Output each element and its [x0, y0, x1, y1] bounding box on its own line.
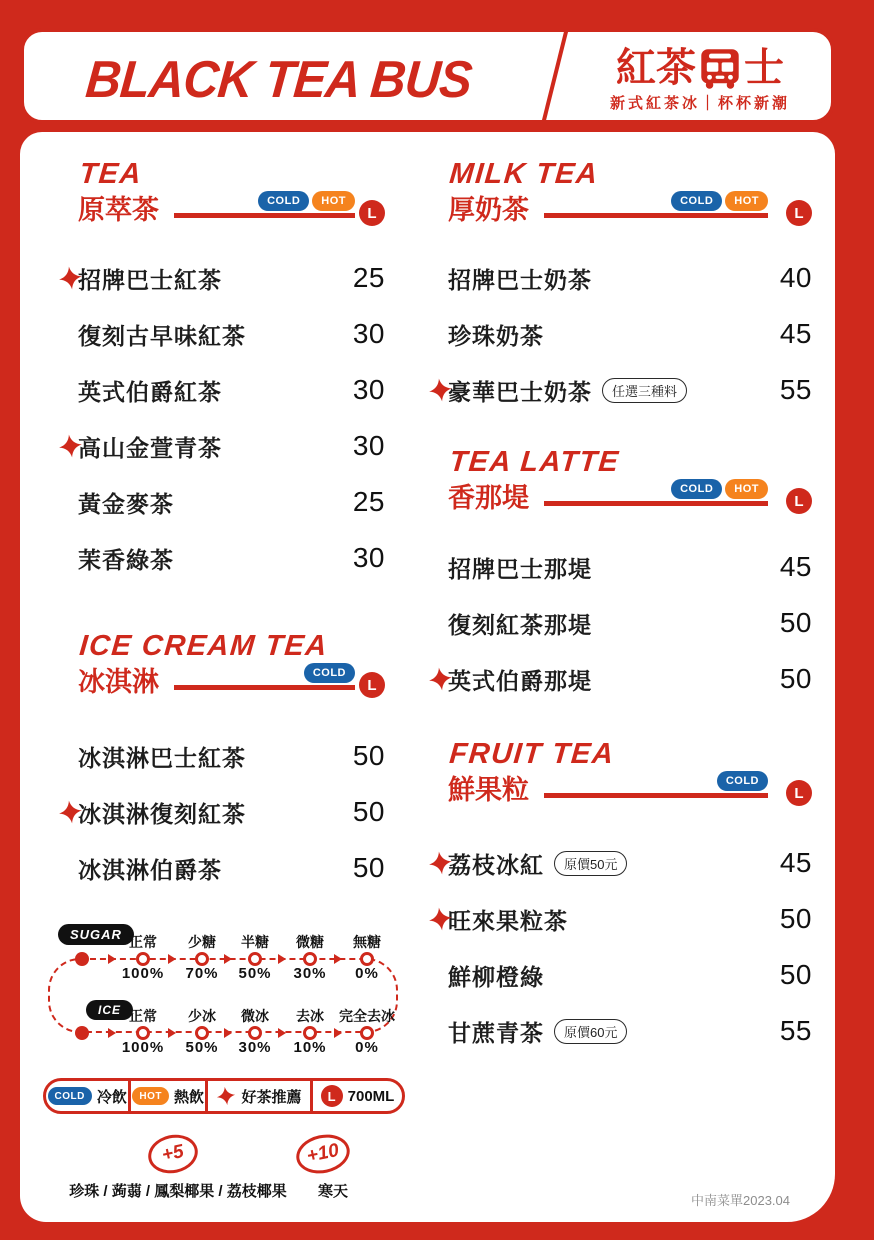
section-tea-latte [448, 446, 812, 707]
menu-item [448, 1003, 812, 1059]
arrow-icon [108, 954, 116, 964]
sugar-option-label: 正常 [129, 934, 157, 950]
ice-tag: ICE [86, 1000, 133, 1020]
menu-item [78, 250, 385, 306]
item-price: 50 [352, 796, 385, 827]
addon-label: 珍珠 / 蒟蒻 / 鳳梨椰果 / 荔枝椰果 [69, 1183, 287, 1200]
header-slash-divider [538, 28, 570, 124]
recommend-star-icon [426, 376, 454, 404]
item-name: 鮮柳橙綠 [448, 963, 544, 990]
sugar-option-label: 無糖 [353, 934, 381, 950]
section-title-zh: 香那堤 [448, 483, 529, 513]
ice-start-dot [75, 1026, 89, 1040]
section-fruit-tea [448, 738, 812, 1059]
item-name: 甘蔗青茶 [448, 1019, 544, 1046]
ice-stop [360, 1026, 374, 1040]
item-list [448, 835, 812, 1059]
item-name: 英式伯爵紅茶 [78, 378, 222, 405]
hot-badge: HOT [312, 191, 355, 211]
arrow-icon [224, 1028, 232, 1038]
logo-chinese-block [580, 40, 820, 120]
sugar-option-label: 微糖 [296, 934, 324, 950]
addon-price-badge: +10 [293, 1130, 354, 1178]
item-name: 招牌巴士那堤 [448, 555, 592, 582]
item-list [448, 539, 812, 707]
section-title-en: FRUIT TEA [448, 738, 616, 770]
menu-body [20, 132, 835, 1222]
temperature-badges [717, 771, 768, 791]
size-badge: L [359, 200, 385, 226]
menu-item [448, 595, 812, 651]
cold-badge: COLD [48, 1087, 92, 1105]
section-title-zh: 厚奶茶 [448, 195, 529, 225]
item-price: 40 [779, 262, 812, 293]
sugar-start-dot [75, 952, 89, 966]
legend-hot [131, 1081, 208, 1111]
ice-option-pct: 0% [355, 1039, 379, 1056]
arrow-icon [278, 1028, 286, 1038]
item-price: 30 [352, 430, 385, 461]
item-price: 50 [352, 852, 385, 883]
menu-item [78, 784, 385, 840]
item-name: 英式伯爵那堤 [448, 667, 592, 694]
temperature-badges [304, 663, 355, 683]
sugar-ice-selector [46, 920, 404, 1060]
item-name: 復刻紅茶那堤 [448, 611, 592, 638]
item-price: 30 [352, 374, 385, 405]
sugar-option-pct: 50% [238, 965, 272, 982]
cold-badge: COLD [717, 771, 768, 791]
arrow-icon [224, 954, 232, 964]
menu-item [448, 539, 812, 595]
underline-rule [174, 213, 355, 218]
sugar-stop [136, 952, 150, 966]
item-name: 冰淇淋巴士紅茶 [78, 744, 246, 771]
arrow-icon [334, 954, 342, 964]
bus-icon [698, 47, 742, 89]
menu-item [448, 362, 812, 418]
recommend-star-icon [426, 665, 454, 693]
section-header-row [448, 192, 812, 230]
menu-item [78, 530, 385, 586]
item-price: 50 [779, 607, 812, 638]
item-name: 旺來果粒茶 [448, 907, 568, 934]
legend-size-label: 700ML [347, 1087, 395, 1105]
menu-item [78, 362, 385, 418]
ice-option-pct: 30% [238, 1039, 272, 1056]
item-price: 45 [779, 847, 812, 878]
section-title-zh: 原萃茶 [78, 195, 159, 225]
ice-option-pct: 50% [185, 1039, 219, 1056]
arrow-icon [168, 1028, 176, 1038]
sugar-option-label: 半糖 [241, 934, 269, 950]
temperature-badges [671, 479, 768, 499]
size-badge: L [786, 200, 812, 226]
menu-item [448, 835, 812, 891]
recommend-star-icon [56, 432, 84, 460]
logo-zh-prefix: 紅茶 [616, 46, 696, 90]
recommend-star-icon [215, 1085, 238, 1108]
ice-stop [136, 1026, 150, 1040]
cold-badge: COLD [304, 663, 355, 683]
arrow-icon [108, 1028, 116, 1038]
section-title-en: ICE CREAM TEA [78, 630, 330, 662]
sugar-tag: SUGAR [58, 924, 134, 945]
recommend-star-icon [426, 849, 454, 877]
section-header-row [448, 480, 812, 518]
cold-badge: COLD [671, 479, 722, 499]
item-name: 復刻古早味紅茶 [78, 322, 246, 349]
ice-option-pct: 100% [121, 1039, 165, 1056]
temperature-badges [258, 191, 355, 211]
legend-cold [46, 1081, 131, 1111]
logo-zh-suffix: 士 [744, 46, 784, 90]
sugar-option-label: 少糖 [188, 934, 216, 950]
logo-english: BLACK TEA BUS [83, 51, 474, 109]
item-price: 50 [779, 959, 812, 990]
item-name: 招牌巴士奶茶 [448, 266, 592, 293]
legend-recommend [208, 1081, 313, 1111]
ice-option-label: 正常 [129, 1008, 157, 1024]
item-price: 50 [352, 740, 385, 771]
ice-stop [248, 1026, 262, 1040]
item-note: 原價50元 [554, 851, 627, 876]
recommend-star-icon [426, 905, 454, 933]
item-name: 豪華巴士奶茶 [448, 378, 592, 405]
hot-badge: HOT [725, 191, 768, 211]
item-name: 黃金麥茶 [78, 490, 174, 517]
sugar-option-pct: 30% [293, 965, 327, 982]
hot-badge: HOT [132, 1087, 169, 1105]
underline-rule [544, 501, 768, 506]
sugar-stop [303, 952, 317, 966]
underline-rule [544, 213, 768, 218]
item-price: 45 [779, 318, 812, 349]
item-note: 原價60元 [554, 1019, 627, 1044]
section-milk-tea [448, 158, 812, 418]
menu-item [78, 840, 385, 896]
recommend-star-icon [56, 264, 84, 292]
ice-stop [303, 1026, 317, 1040]
temperature-badges [671, 191, 768, 211]
legend-cold-label: 冷飲 [96, 1088, 127, 1106]
tagline: 新式紅茶冰｜杯杯新潮 [609, 95, 790, 112]
item-price: 25 [352, 262, 385, 293]
section-title-en: TEA LATTE [448, 446, 621, 478]
cold-badge: COLD [671, 191, 722, 211]
item-list [78, 728, 385, 896]
size-badge: L [359, 672, 385, 698]
sugar-option-pct: 100% [121, 965, 165, 982]
arrow-icon [334, 1028, 342, 1038]
addon-price-badge: +5 [145, 1130, 202, 1178]
menu-item [448, 891, 812, 947]
legend-size [313, 1081, 402, 1111]
ice-option-label: 去冰 [296, 1008, 324, 1024]
size-badge: L [786, 488, 812, 514]
menu-item [78, 728, 385, 784]
logo-chinese [616, 47, 784, 89]
size-badge: L [321, 1085, 343, 1107]
header [20, 28, 835, 124]
item-price: 50 [779, 903, 812, 934]
ice-option-label: 完全去冰 [339, 1008, 395, 1024]
item-price: 30 [352, 318, 385, 349]
arrow-icon [168, 954, 176, 964]
menu-item [448, 306, 812, 362]
footer-version-note: 中南菜單2023.04 [691, 1193, 790, 1208]
item-name: 冰淇淋復刻紅茶 [78, 800, 246, 827]
item-name: 珍珠奶茶 [448, 322, 544, 349]
recommend-star-icon [56, 798, 84, 826]
item-name: 招牌巴士紅茶 [78, 266, 222, 293]
menu-item [78, 418, 385, 474]
hot-badge: HOT [725, 479, 768, 499]
section-header-row [78, 664, 385, 702]
item-name: 高山金萱青茶 [78, 434, 222, 461]
item-list [78, 250, 385, 586]
section-header-row [78, 192, 385, 230]
legend-hot-label: 熱飲 [174, 1088, 205, 1106]
sugar-stop [248, 952, 262, 966]
sugar-stop [360, 952, 374, 966]
section-tea [78, 158, 385, 586]
arrow-icon [278, 954, 286, 964]
section-title-zh: 鮮果粒 [448, 775, 529, 805]
sugar-option-pct: 70% [185, 965, 219, 982]
item-name: 冰淇淋伯爵茶 [78, 856, 222, 883]
legend-recommend-label: 好茶推薦 [241, 1088, 302, 1106]
item-price: 55 [779, 1015, 812, 1046]
underline-rule [544, 793, 768, 798]
section-title-zh: 冰淇淋 [78, 667, 159, 697]
menu-item [448, 250, 812, 306]
section-title-en: TEA [78, 158, 144, 190]
section-ice-cream-tea [78, 630, 385, 896]
menu-item [448, 651, 812, 707]
section-title-en: MILK TEA [448, 158, 600, 190]
item-price: 50 [779, 663, 812, 694]
section-header-row [448, 772, 812, 810]
ice-option-pct: 10% [293, 1039, 327, 1056]
item-list [448, 250, 812, 418]
item-price: 25 [352, 486, 385, 517]
ice-stop [195, 1026, 209, 1040]
item-price: 55 [779, 374, 812, 405]
legend-bar [43, 1078, 405, 1114]
menu-item [78, 474, 385, 530]
ice-option-label: 少冰 [188, 1008, 216, 1024]
item-note: 任選三種料 [602, 378, 687, 403]
item-price: 30 [352, 542, 385, 573]
ice-option-label: 微冰 [241, 1008, 269, 1024]
menu-item [448, 947, 812, 1003]
cold-badge: COLD [258, 191, 309, 211]
item-price: 45 [779, 551, 812, 582]
sugar-option-pct: 0% [355, 965, 379, 982]
underline-rule [174, 685, 355, 690]
menu-item [78, 306, 385, 362]
item-name: 荔枝冰紅 [448, 851, 544, 878]
addon-label: 寒天 [317, 1183, 348, 1200]
size-badge: L [786, 780, 812, 806]
sugar-stop [195, 952, 209, 966]
item-name: 茉香綠茶 [78, 546, 174, 573]
